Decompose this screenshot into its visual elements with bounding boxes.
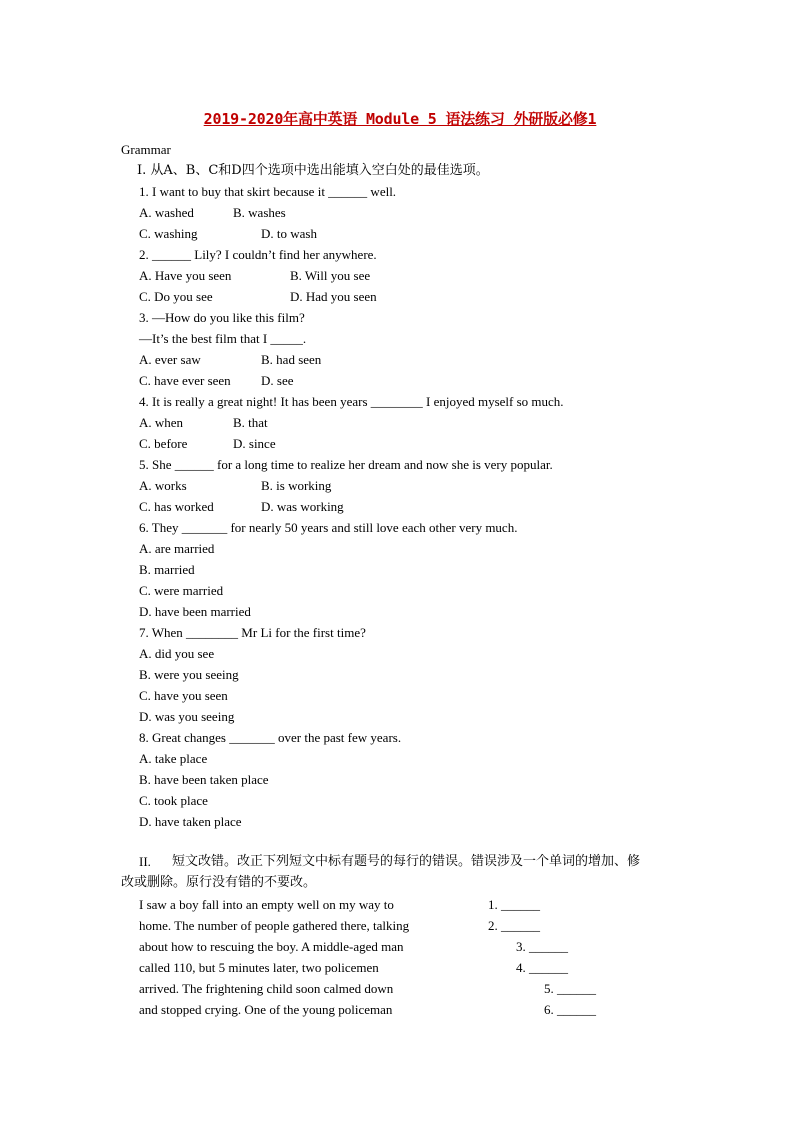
answer-blank-1: 1. ______ (488, 897, 540, 912)
q1-option-c: C. washing (139, 226, 198, 241)
question-5: 5. She ______ for a long time to realize her dream and now she is very popular. (139, 457, 553, 472)
answer-blank-4: 4. ______ (516, 960, 568, 975)
q4-option-a: A. when (139, 415, 184, 430)
q3-option-d: D. see (261, 373, 294, 388)
passage-line-5: arrived. The frightening child soon calmed down (139, 981, 394, 996)
q4-option-d: D. since (233, 436, 276, 451)
passage-line-4: called 110, but 5 minutes later, two policemen (139, 960, 379, 975)
q6-option-a: A. are married (139, 541, 215, 556)
q3-option-a: A. ever saw (139, 352, 201, 367)
answer-blank-2: 2. ______ (488, 918, 540, 933)
answer-blank-6: 6. ______ (544, 1002, 596, 1017)
q3-option-b: B. had seen (261, 352, 322, 367)
passage-line-3: about how to rescuing the boy. A middle-aged man (139, 939, 404, 954)
q8-option-c: C. took place (139, 793, 208, 808)
q7-option-b: B. were you seeing (139, 667, 239, 682)
q8-option-b: B. have been taken place (139, 772, 269, 787)
question-7: 7. When ________ Mr Li for the first time? (139, 625, 366, 640)
section-label: Grammar (121, 142, 171, 157)
q5-option-a: A. works (139, 478, 187, 493)
q7-option-d: D. was you seeing (139, 709, 235, 724)
question-4: 4. It is really a great night! It has been years ________ I enjoyed myself so much. (139, 394, 564, 409)
q1-option-b: B. washes (233, 205, 286, 220)
q1-option-a: A. washed (139, 205, 194, 220)
part2-heading-number: II. (139, 854, 151, 869)
question-6: 6. They _______ for nearly 50 years and still love each other very much. (139, 520, 518, 535)
q6-option-d: D. have been married (139, 604, 251, 619)
answer-blank-5: 5. ______ (544, 981, 596, 996)
q7-option-a: A. did you see (139, 646, 215, 661)
passage-line-6: and stopped crying. One of the young policeman (139, 1002, 393, 1017)
q4-option-c: C. before (139, 436, 188, 451)
q2-option-a: A. Have you seen (139, 268, 232, 283)
passage-line-2: home. The number of people gathered there, talking (139, 918, 410, 933)
question-3-response: —It’s the best film that I _____. (139, 331, 307, 346)
q1-option-d: D. to wash (261, 226, 317, 241)
q6-option-b: B. married (139, 562, 195, 577)
q2-option-c: C. Do you see (139, 289, 213, 304)
answer-blank-3: 3. ______ (516, 939, 568, 954)
document-title: 2019-2020年高中英语 Module 5 语法练习 外研版必修1 (203, 110, 597, 128)
q5-option-d: D. was working (261, 499, 344, 514)
q5-option-c: C. has worked (139, 499, 214, 514)
q3-option-c: C. have ever seen (139, 373, 231, 388)
q8-option-a: A. take place (139, 751, 208, 766)
q5-option-b: B. is working (261, 478, 332, 493)
q2-option-b: B. Will you see (290, 268, 371, 283)
question-8: 8. Great changes _______ over the past few years. (139, 730, 402, 745)
q2-option-d: D. Had you seen (290, 289, 377, 304)
part1-heading: I. 从A、B、C和D四个选项中选出能填入空白处的最佳选项。 (137, 163, 489, 178)
passage-line-1: I saw a boy fall into an empty well on my way to (139, 897, 394, 912)
question-3: 3. —How do you like this film? (139, 310, 305, 325)
part2-heading-line2: 改或删除。原行没有错的不要改。 (121, 875, 317, 890)
q4-option-b: B. that (233, 415, 268, 430)
part2-heading-line1: 短文改错。改正下列短文中标有题号的每行的错误。错误涉及一个单词的增加、修 (172, 854, 641, 869)
question-1: 1. I want to buy that skirt because it ______ well. (139, 184, 397, 199)
q6-option-c: C. were married (139, 583, 224, 598)
q7-option-c: C. have you seen (139, 688, 228, 703)
q8-option-d: D. have taken place (139, 814, 242, 829)
question-2: 2. ______ Lily? I couldn’t find her anywhere. (139, 247, 377, 262)
